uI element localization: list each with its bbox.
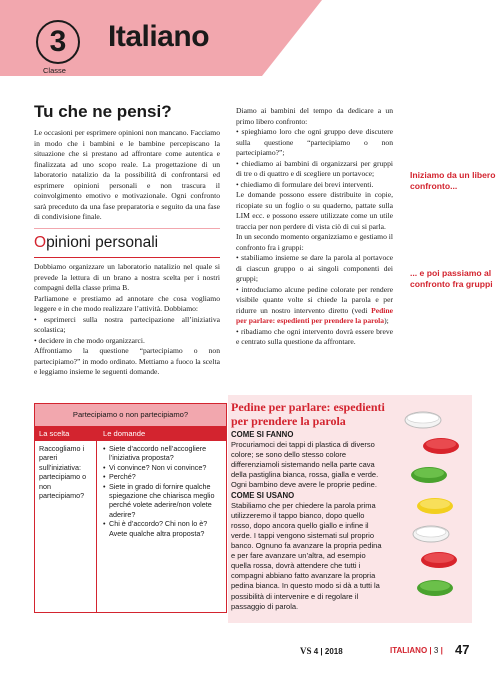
title-rest: pinioni personali [46, 234, 159, 251]
list-item: • Perché? [103, 472, 222, 481]
mid-bullet: • spieghiamo loro che ogni gruppo deve discutere sulla questione “partecipiamo o non partecipiamo?”; [236, 127, 393, 157]
table-header-row [35, 426, 226, 441]
section2-top-rule [34, 228, 220, 229]
section-title-tu-che-ne-pensi: Tu che ne pensi? [34, 102, 172, 121]
section-title-opinioni-personali [34, 234, 158, 252]
margin-note-1: Iniziamo da un libero confronto... [410, 170, 496, 192]
info-box-title: Pedine per parlare: espedienti per prendere la parola [231, 400, 385, 428]
footer-section: ITALIANO | 3 | [390, 646, 443, 655]
table-header-choice: La scelta [39, 429, 70, 438]
mid-bullet: • chiediamo di formulare dei brevi interventi. [236, 179, 374, 189]
table-cell-choice: Raccogliamo i pareri sull’iniziativa: partecipiamo o non partecipiamo? [35, 441, 97, 612]
info-box-text [231, 430, 385, 612]
middle-text-column [236, 106, 393, 348]
title-initial: O [34, 234, 47, 251]
list-item: • Chi è d’accordo? Chi non lo è? Avete qualche altra proposta? [103, 519, 222, 538]
header-triangle [262, 0, 322, 76]
footer-section-number: 3 [433, 646, 439, 655]
footer-section-name: ITALIANO [390, 646, 428, 655]
box-heading-come-si-usano: COME SI USANO [231, 490, 295, 500]
table-cell-questions [97, 441, 226, 612]
footer-magazine [300, 646, 343, 656]
section2-paragraph: Parliamone e prestiamo ad annotare che cosa vogliamo leggere e in che modo realizzare l’attività. Dobbiamo: [34, 293, 220, 313]
section2-paragraph: Affrontiamo la questione “partecipiamo o non partecipiamo?” in modo ordinato. Mettiamo a fuoco la scelta e leggiamo insieme le seguenti domande. [34, 346, 220, 376]
class-label: Classe [43, 66, 66, 75]
table-title: Partecipiamo o non partecipiamo? [35, 404, 226, 426]
green-cap-icon [411, 467, 447, 483]
box-heading-come-si-fanno: COME SI FANNO [231, 430, 294, 439]
box-paragraph: Stabiliamo che per chiedere la parola prima utilizzeremo il tappo bianco, dopo quello rosso, dopo ancora quello giallo e infine il verde. I tappi vengono sistemati sul proprio banco. Ognuno fa avanzare la propria pedina e per fare avanzare un’altra, ad esempio quella rossa, dovrà attendere che tutti i compagni abbiano fatto avanzare la propria pedina bianca. In questo modo si dà a tutti la possibilità di intervenire e di regolare il passaggio di parola. [231, 500, 382, 611]
section1-paragraph: Le occasioni per esprimere opinioni non mancano. Facciamo in modo che i bambini e le bambine percepiscano la situazione che si prestano ad affrontare come autentica e finalizzata ad uno scopo reale. La progettazione di un laboratorio natalizio da la possibilità di confrontarsi ed esprimere opinioni personali e non trascura il coinvolgimento emotivo e motivazionale. Ogni confronto sarà preceduto da una fase preparatoria e seguito da una fase di condivisione finale. [34, 128, 220, 221]
mid-paragraph: Le domande possono essere distribuite in copie, ricopiate su un foglio o su quaderno, pattate sulla LIM ecc. e possono essere utilizzate come un utile traccia per non perdere di vista ciò di cui si parla. [236, 190, 393, 231]
issue-number: 4 | 2018 [313, 647, 343, 656]
mid-paragraph: In un secondo momento organizziamo e gestiamo il confronto fra i gruppi: [236, 232, 393, 252]
section2-paragraph: Dobbiamo organizzare un laboratorio natalizio nel quale si prevede la lettura di un brano a nostra scelta per i nostri compagni della classe prima B. [34, 262, 220, 292]
white-cap-icon [413, 526, 449, 542]
section2-rule [34, 257, 220, 258]
magazine-logo: VS [300, 646, 312, 656]
bottle-caps-illustration [385, 400, 475, 610]
section2-bullet: • esprimerci sulla nostra partecipazione all’iniziativa scolastica; [34, 314, 220, 334]
mid-bullet-end: ); [384, 316, 389, 325]
box-paragraph: Procuriamoci dei tappi di plastica di diverso colore; se sono dello stesso colore differenziamoli sistemando nella parte cava della pastiglina bianca, rossa, gialla e verde. Ogni bambino deve avere le proprie pedine. [231, 440, 379, 490]
page-number: 47 [455, 642, 470, 657]
list-item: • Vi convince? Non vi convince? [103, 463, 222, 472]
section1-body [34, 128, 220, 223]
subject-title: Italiano [108, 20, 210, 53]
margin-note-2: ... e poi passiamo al confronto fra gruppi [410, 268, 493, 290]
mid-bullet: • ribadiamo che ogni intervento dovrà essere breve e centrato sulla questione da affrontare. [236, 326, 393, 346]
mid-paragraph: Diamo ai bambini del tempo da dedicare a un primo libero confronto: [236, 106, 393, 126]
table-header-questions: Le domande [103, 429, 146, 438]
questions-list [103, 444, 222, 538]
green-cap-icon [417, 580, 453, 596]
page-footer [0, 640, 500, 660]
mid-bullet: • stabiliamo insieme se dare la parola al portavoce di ciascun gruppo o ai singoli componenti dei gruppi; [236, 253, 393, 283]
mid-bullet [236, 285, 393, 327]
white-cap-icon [405, 412, 441, 428]
yellow-cap-icon [417, 498, 453, 514]
red-cap-icon [423, 438, 459, 454]
mid-bullet-text: • introduciamo alcune pedine colorate per rendere visibile quante volte si chiede la parola e per ridurre un nostro intervento diretto (vedi [236, 284, 393, 315]
list-item: • Siete in grado di fornire qualche spiegazione che chiarisca meglio perché volete aderire/non volete aderire? [103, 482, 222, 520]
box-reference-link: Pedine per parlare: espedienti per prendere la parola [236, 305, 393, 325]
list-item: • Siete d’accordo nell’accogliere l’iniziativa proposta? [103, 444, 222, 463]
choice-questions-table [34, 403, 227, 613]
red-cap-icon [421, 552, 457, 568]
section2-body [34, 262, 220, 378]
section2-bullet: • decidere in che modo organizzarci. [34, 335, 145, 345]
mid-bullet: • chiediamo ai bambini di organizzarsi per gruppi di tre o di quattro e di scegliere un portavoce; [236, 158, 393, 178]
table-row [35, 441, 226, 612]
class-number-badge: 3 [36, 20, 80, 64]
